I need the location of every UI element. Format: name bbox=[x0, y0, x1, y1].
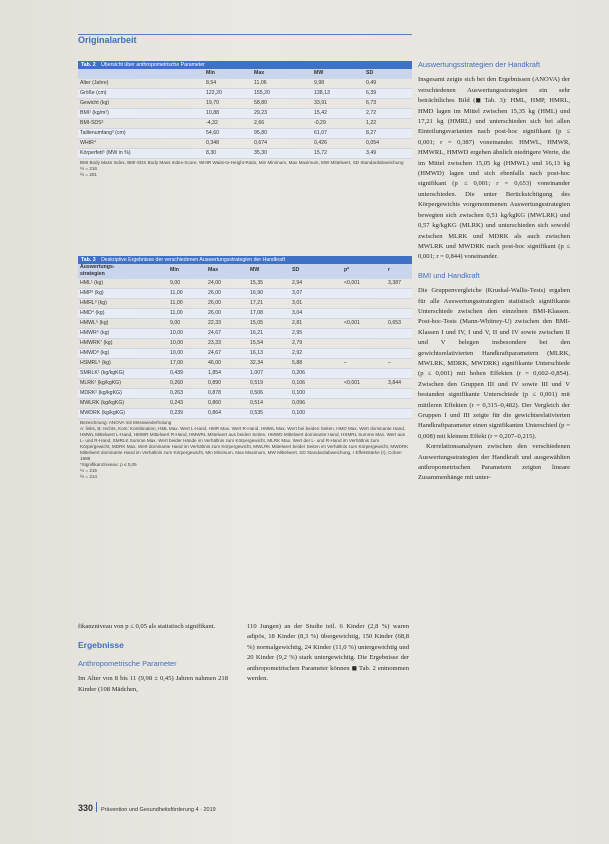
t2-cell: -4,32 bbox=[206, 120, 218, 126]
t3-cell: HMRL³ (kg) bbox=[80, 300, 107, 306]
t3-cell: 3,04 bbox=[292, 310, 303, 316]
t3-note: A: links, B: rechts, Kom: Kombination, HML Max. Wert L-Hand, HMR Max. Wert R-Hand, HMWL Max. Wert bei beiden Seiten, HMD Max. Wert dominante Hand, HMWL Mittelwert L-Hand, HMWR Mittelwert R-Hand, HMWRL Mittelwert aus beiden Seiten, HMWD Mittelwert dominante Hand, HSMRL Summe Max. Wert aus L- und R-Hand, SMRLK Summe Max. Wert beider Hände im Verhältnis zum Körpergewicht, MLRK Max. Wert der L- und R-Hand im Verhältnis zum Körpergewicht, MDRK Max. Wert dominante Hand im Verhältnis zum Körpergewicht, MWLRK Mittelwert beider Seiten im Verhältnis zum Körpergewicht, MWDRK Mittelwert dominante Hand im Verhältnis zum Körpergewicht, Min Minimum, Max Maximum, MW Mittelwert, SD Standardabweichung, r Effektstärke (r), Cohen 1988 bbox=[80, 426, 409, 461]
t3-cell: 22,33 bbox=[208, 320, 221, 326]
t3-header-min: Min bbox=[170, 267, 179, 273]
t3-cell: 10,00 bbox=[170, 340, 183, 346]
t3-cell: 0,860 bbox=[208, 400, 221, 406]
t3-note: ¹n = 215 bbox=[80, 468, 97, 473]
t2-note: ²n = 201 bbox=[80, 172, 97, 177]
t3-cell: <0,001 bbox=[344, 380, 361, 386]
t3-cell: HMP² (kg) bbox=[80, 290, 104, 296]
t3-cell: MWDRK (kg/kgKG) bbox=[80, 410, 125, 416]
t3-row bbox=[78, 389, 412, 399]
t3-cell: <0,001 bbox=[344, 280, 361, 286]
t2-cell: 0,054 bbox=[366, 140, 379, 146]
t2-cell: WHtR⁴ bbox=[80, 140, 97, 146]
t2-cell: 9,98 bbox=[314, 80, 325, 86]
t2-cell: 11,06 bbox=[254, 80, 267, 86]
t3-cell: 0,890 bbox=[208, 380, 221, 386]
t3-cell: 0,243 bbox=[170, 400, 183, 406]
t3-cell: 15,54 bbox=[250, 340, 263, 346]
t2-cell: 2,72 bbox=[366, 110, 377, 116]
t2-cell: 15,72 bbox=[314, 150, 327, 156]
t3-note: Bezeichnung: ANOVA mit Messwiederholung bbox=[80, 420, 172, 425]
t3-cell: HML¹ (kg) bbox=[80, 280, 104, 286]
t3-cell: 11,00 bbox=[170, 290, 183, 296]
t3-cell: 3,07 bbox=[292, 290, 303, 296]
t3-cell: 0,100 bbox=[292, 410, 305, 416]
t3-cell: 10,00 bbox=[170, 350, 183, 356]
t2-cell: 155,20 bbox=[254, 90, 270, 96]
t3-header-strategy: Auswertungs-strategien bbox=[80, 264, 115, 277]
left-paragraph-2: Im Alter von 8 bis 11 (9,98 ± 0,45) Jahren nahmen 218 Kinder (108 Mädchen, bbox=[78, 675, 228, 693]
t2-cell: 6,39 bbox=[366, 90, 377, 96]
t3-cell: 0,653 bbox=[388, 320, 401, 326]
t2-cell: 54,60 bbox=[206, 130, 219, 136]
table-2-label: Tab. 2 bbox=[81, 62, 96, 68]
table-2-title: Übersicht über anthropometrische Parameter bbox=[101, 62, 205, 68]
t3-row bbox=[78, 299, 412, 309]
t3-cell: SMRLK¹ (kg/kgKG) bbox=[80, 370, 125, 376]
t3-cell: 0,535 bbox=[250, 410, 263, 416]
t3-cell: 0,106 bbox=[292, 380, 305, 386]
table-2-header-row bbox=[78, 69, 412, 79]
t2-cell: 61,07 bbox=[314, 130, 327, 136]
t3-cell: HSMRL⁹ (kg) bbox=[80, 360, 111, 366]
t2-row bbox=[78, 119, 412, 129]
t3-cell: 32,34 bbox=[250, 360, 263, 366]
t3-cell: 2,94 bbox=[292, 280, 303, 286]
t2-cell: BMI¹ (kg/m²) bbox=[80, 110, 109, 116]
table-2-caption bbox=[78, 61, 412, 69]
t3-cell: MLRK¹ (kg/kgKG) bbox=[80, 380, 121, 386]
t2-cell: 0,674 bbox=[254, 140, 267, 146]
t2-row bbox=[78, 139, 412, 149]
t3-cell: 17,08 bbox=[250, 310, 263, 316]
t2-row bbox=[78, 89, 412, 99]
t2-cell: 0,426 bbox=[314, 140, 327, 146]
t3-header-max: Max bbox=[208, 267, 219, 273]
t3-cell: 46,00 bbox=[208, 360, 221, 366]
t3-cell: HMD⁴ (kg) bbox=[80, 310, 105, 316]
t3-row bbox=[78, 399, 412, 409]
bmi-heading: BMI und Handkraft bbox=[418, 270, 480, 280]
t2-row bbox=[78, 79, 412, 89]
t2-cell: 29,23 bbox=[254, 110, 267, 116]
anthropometric-heading: Anthropometrische Parameter bbox=[78, 658, 177, 668]
t3-cell: 26,00 bbox=[208, 310, 221, 316]
t3-cell: 26,00 bbox=[208, 290, 221, 296]
t2-header-mw: MW bbox=[314, 70, 324, 76]
t3-note: ²n = 214 bbox=[80, 474, 97, 479]
t3-cell: 5,88 bbox=[292, 360, 303, 366]
t3-cell: 0,864 bbox=[208, 410, 221, 416]
t3-cell: 16,13 bbox=[250, 350, 263, 356]
t2-row bbox=[78, 109, 412, 119]
middle-column bbox=[247, 622, 409, 684]
t3-cell: 0,506 bbox=[250, 390, 263, 396]
t3-cell: 24,67 bbox=[208, 350, 221, 356]
t2-cell: 2,66 bbox=[254, 120, 265, 126]
t3-cell: 17,21 bbox=[250, 300, 263, 306]
t3-cell: 0,519 bbox=[250, 380, 263, 386]
t2-cell: 1,22 bbox=[366, 120, 377, 126]
t3-cell: – bbox=[388, 360, 391, 366]
t3-row bbox=[78, 349, 412, 359]
right-paragraph-2: Die Gruppenvergleiche (Kruskal-Wallis-Tests) ergaben für alle Auswertungsstrategien statistisch signifikante Unterschiede zwischen den einzelnen BMI-Klassen. Post-hoc-Tests (Mann-Whitney-U) zwischen den BMI-Klassen I und IV, I und V, II und IV sowie zwischen II und V belegen insbesondere bei den gewichtsrelativierten Handkraftparametern (MLRK, MWLRK, MDRK, MWDRK) signifikante Unterschiede (p ≤ 0,001) mit hohen Effekten (r = 0,602–0,854). Zwischen den Gruppen III und IV sowie III und V bestanden signifikante Unterschiede (p ≤ 0,001) mit mittleren Effekten (r = 0,315–0,482). Der Vergleich der Gruppen I und III zeigte für die gewichtsrelativierten Handkraftparameter einen signifikanten Unterschied (p = 0,008) mit kleinem Effekt (r = 0,207–0,215). bbox=[418, 287, 570, 440]
table-3-notes bbox=[78, 419, 412, 481]
t3-cell: 0,878 bbox=[208, 390, 221, 396]
t3-cell: 17,00 bbox=[170, 360, 183, 366]
t3-cell: 11,00 bbox=[170, 310, 183, 316]
t2-cell: Taillenumfang³ (cm) bbox=[80, 130, 126, 136]
strategies-heading: Auswertungsstrategien der Handkraft bbox=[418, 60, 541, 69]
t2-cell: 19,70 bbox=[206, 100, 219, 106]
t3-row bbox=[78, 339, 412, 349]
t2-cell: 95,80 bbox=[254, 130, 267, 136]
t3-cell: 16,21 bbox=[250, 330, 263, 336]
page-footer bbox=[78, 798, 418, 814]
t3-cell: 0,263 bbox=[170, 390, 183, 396]
t2-header-min: Min bbox=[206, 70, 215, 76]
table-3 bbox=[78, 256, 412, 481]
t2-row bbox=[78, 99, 412, 109]
t3-cell: 0,096 bbox=[292, 400, 305, 406]
table-3-caption bbox=[78, 256, 412, 264]
t2-note: BMI Body Mass Index, BMI-SDS Body Mass Index-Score, WHtR Waist-to-Height-Ratio, Min Minimum, Max Maximum, MW Mittelwert, SD Standardabweichung bbox=[80, 160, 404, 165]
t3-cell: 3,844 bbox=[388, 380, 401, 386]
table-3-header-row bbox=[78, 264, 412, 279]
t2-cell: 8,54 bbox=[206, 80, 217, 86]
t3-header-mw: MW bbox=[250, 267, 260, 273]
t2-cell: BMI-SDS² bbox=[80, 120, 104, 126]
table-2-notes bbox=[78, 159, 412, 179]
t2-cell: 8,30 bbox=[206, 150, 217, 156]
t3-cell: 15,05 bbox=[250, 320, 263, 326]
t3-cell: 16,90 bbox=[250, 290, 263, 296]
t3-cell: 11,00 bbox=[170, 300, 183, 306]
table-3-title: Deskriptive Ergebnisse der verschiedenen Auswertungsstrategien der Handkraft bbox=[101, 257, 286, 263]
t3-cell: HMWD⁸ (kg) bbox=[80, 350, 110, 356]
table-3-label: Tab. 3 bbox=[81, 257, 96, 263]
t2-cell: -0,29 bbox=[314, 120, 326, 126]
t2-cell: 122,20 bbox=[206, 90, 222, 96]
t3-row bbox=[78, 329, 412, 339]
right-paragraph-1: Insgesamt zeigte sich bei den Ergebnissen (ANOVA) der verschiedenen Auswertungsstrategien ein sehr beträchtliches Bild (◼ Tab. 3): HML, HMP, HMRL, HMD lagen im Mittel zwischen 15,35 kg (HML) und 17,21 kg (HMRL) und unterschieden sich bei allen Einteilungsvarianten nach post-hoc signifikant (p ≤ 0,001; r = 0,387) voneinander. HMWL, HMWR, HMWRL, HMWD ergeben ähnlich niedrigere Werte, die im Mittel zwischen 15,05 kg (HMWL) und 16,13 kg (HMWD) lagen und sich ebenfalls nach post-hoc signifikant (p ≤ 0,001; r = 0,653) voneinander unterschieden. Die unter Berücksichtigung des Körpergewichts vorgenommenen Auswertungsstrategien bewegten sich zwischen 0,51 kg/kgKG (MWLRK) und 0,57 kg/kgKG (MLRK) und unterschieden sich sowohl zwischen MLRK und MDRK als auch zwischen MWLRK und MWDRK nach post-hoc signifikant (p ≤ 0,001; r = 0,844) voneinander. bbox=[418, 76, 570, 261]
t2-cell: 8,27 bbox=[366, 130, 377, 136]
t3-cell: 3,01 bbox=[292, 300, 303, 306]
journal-name: Prävention und Gesundheitsförderung 4 · 2019 bbox=[101, 807, 216, 813]
left-column bbox=[78, 622, 228, 695]
t3-header-sd: SD bbox=[292, 267, 300, 273]
t3-row bbox=[78, 289, 412, 299]
t3-cell: MWLRK (kg/kgKG) bbox=[80, 400, 125, 406]
t3-note: *Signifikanzniveau: p ≤ 0,05 bbox=[80, 462, 137, 467]
left-paragraph-1: fikanzniveau von p ≤ 0,05 als statistisch signifikant. bbox=[78, 623, 216, 630]
t3-cell: 10,00 bbox=[170, 330, 183, 336]
t2-header-sd: SD bbox=[366, 70, 374, 76]
t3-cell: 0,439 bbox=[170, 370, 183, 376]
t3-cell: 26,00 bbox=[208, 300, 221, 306]
t2-cell: 58,80 bbox=[254, 100, 267, 106]
t2-cell: Größe (cm) bbox=[80, 90, 107, 96]
t3-cell: 0,100 bbox=[292, 390, 305, 396]
t3-cell: 0,239 bbox=[170, 410, 183, 416]
t3-row bbox=[78, 319, 412, 329]
t3-cell: – bbox=[344, 360, 347, 366]
t3-cell: 2,95 bbox=[292, 330, 303, 336]
t3-row bbox=[78, 309, 412, 319]
t3-cell: 1,007 bbox=[250, 370, 263, 376]
t3-cell: HMWRK⁷ (kg) bbox=[80, 340, 113, 346]
t3-row bbox=[78, 409, 412, 419]
t2-note: ¹n = 216 bbox=[80, 166, 97, 171]
middle-paragraph: 110 Jungen) an der Studie teil. 6 Kinder (2,8 %) waren adipös, 18 Kinder (8,3 %) übergewichtig, 150 Kinder (68,8 %) normalgewichtig, 24 Kinder (11,0 %) untergewichtig und 20 Kinder (9,2 %) stark untergewichtig. Die Ergebnisse der anthropometrischen Parameter können ◼ Tab. 2 entnommen werden. bbox=[247, 623, 409, 683]
t3-cell: 9,00 bbox=[170, 280, 181, 286]
t3-row bbox=[78, 279, 412, 289]
t3-cell: 0,260 bbox=[170, 380, 183, 386]
t3-row bbox=[78, 369, 412, 379]
t3-cell: 2,92 bbox=[292, 350, 303, 356]
page-number: 330 bbox=[78, 803, 94, 813]
t3-cell: 3,387 bbox=[388, 280, 401, 286]
t2-cell: 138,13 bbox=[314, 90, 330, 96]
t2-cell: Körperfett⁵ (MW in %) bbox=[80, 150, 131, 156]
t3-cell: 0,514 bbox=[250, 400, 263, 406]
t3-cell: 24,00 bbox=[208, 280, 221, 286]
t3-cell: 9,00 bbox=[170, 320, 181, 326]
t3-cell: HMWR⁶ (kg) bbox=[80, 330, 110, 336]
section-label: Originalarbeit bbox=[78, 35, 137, 45]
results-heading: Ergebnisse bbox=[78, 640, 124, 651]
t2-cell: 0,49 bbox=[366, 80, 377, 86]
t2-cell: 10,88 bbox=[206, 110, 219, 116]
footer-divider bbox=[96, 802, 97, 812]
t2-cell: 0,348 bbox=[206, 140, 219, 146]
t2-cell: 35,30 bbox=[254, 150, 267, 156]
t2-cell: 6,73 bbox=[366, 100, 377, 106]
t2-row bbox=[78, 129, 412, 139]
t3-header-r: r bbox=[388, 267, 391, 273]
t3-row bbox=[78, 379, 412, 389]
t2-row bbox=[78, 149, 412, 159]
section-header bbox=[78, 34, 412, 49]
right-column bbox=[418, 60, 570, 484]
t3-cell: HMWL⁵ (kg) bbox=[80, 320, 109, 326]
t3-cell: MDRK² (kg/kgKG) bbox=[80, 390, 122, 396]
t2-cell: 3,49 bbox=[366, 150, 377, 156]
t2-header-max: Max bbox=[254, 70, 265, 76]
table-2 bbox=[78, 61, 412, 179]
t3-cell: 0,206 bbox=[292, 370, 305, 376]
t3-cell: <0,001 bbox=[344, 320, 361, 326]
t2-cell: 33,91 bbox=[314, 100, 327, 106]
right-paragraph-3: Korrelationsanalysen zwischen den verschiedenen Auswertungsstrategien der Handkraft und ausgewählten anthropometrischen Parametern zeigten lineare Zusammenhänge mit unter- bbox=[418, 443, 570, 482]
t3-cell: 2,81 bbox=[292, 320, 303, 326]
t3-cell: 2,79 bbox=[292, 340, 303, 346]
t3-row bbox=[78, 359, 412, 369]
t3-header-p: p* bbox=[344, 267, 350, 273]
t3-cell: 15,35 bbox=[250, 280, 263, 286]
t2-cell: Gewicht (kg) bbox=[80, 100, 110, 106]
t2-cell: Alter (Jahre) bbox=[80, 80, 109, 86]
t3-cell: 24,67 bbox=[208, 330, 221, 336]
t2-cell: 15,42 bbox=[314, 110, 327, 116]
t3-cell: 1,854 bbox=[208, 370, 221, 376]
t3-cell: 23,33 bbox=[208, 340, 221, 346]
